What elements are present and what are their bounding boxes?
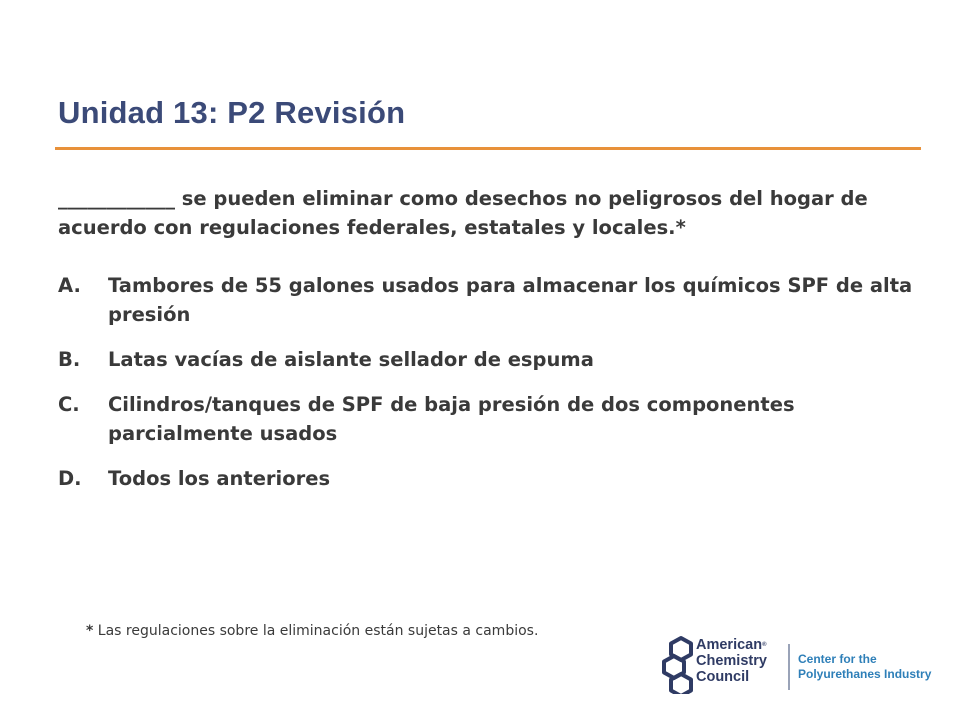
footnote: [86, 623, 538, 639]
acc-name-line2: Chemistry: [696, 653, 767, 669]
option-a: [58, 271, 918, 329]
option-letter: D.: [58, 467, 82, 490]
question-blank: ____________: [58, 187, 175, 210]
acc-name-line3: Council: [696, 669, 750, 685]
option-text: Latas vacías de aislante sellador de espuma: [108, 348, 594, 371]
acc-logo: [662, 634, 942, 694]
center-name-line2: Polyurethanes Industry: [798, 667, 932, 681]
option-d: [58, 464, 918, 493]
acc-name-line1: American: [696, 637, 763, 653]
question-text: [58, 184, 918, 242]
center-name-line1: Center for the: [798, 652, 877, 666]
option-letter: B.: [58, 348, 81, 371]
option-letter: C.: [58, 393, 80, 416]
option-letter: A.: [58, 274, 81, 297]
option-text: Tambores de 55 galones usados para almacenar los químicos SPF de alta presión: [108, 274, 913, 326]
slide-title: Unidad 13: P2 Revisión: [58, 95, 406, 130]
registered-mark: ®: [762, 642, 767, 648]
option-text: Cilindros/tanques de SPF de baja presión de dos componentes parcialmente usados: [108, 393, 795, 445]
logo-divider: [788, 644, 790, 690]
footnote-marker: *: [86, 623, 94, 639]
option-text: Todos los anteriores: [108, 467, 331, 490]
title-divider: [55, 147, 921, 150]
question-body: se pueden eliminar como desechos no peligrosos del hogar de acuerdo con regulaciones federales, estatales y locales.*: [58, 187, 868, 239]
option-c: [58, 390, 918, 448]
option-b: [58, 345, 918, 374]
center-name: [798, 652, 931, 682]
hexagon-logo-icon: [662, 634, 698, 694]
footnote-text: Las regulaciones sobre la eliminación están sujetas a cambios.: [93, 623, 539, 639]
acc-name: [696, 637, 767, 685]
answer-options: [58, 271, 918, 509]
